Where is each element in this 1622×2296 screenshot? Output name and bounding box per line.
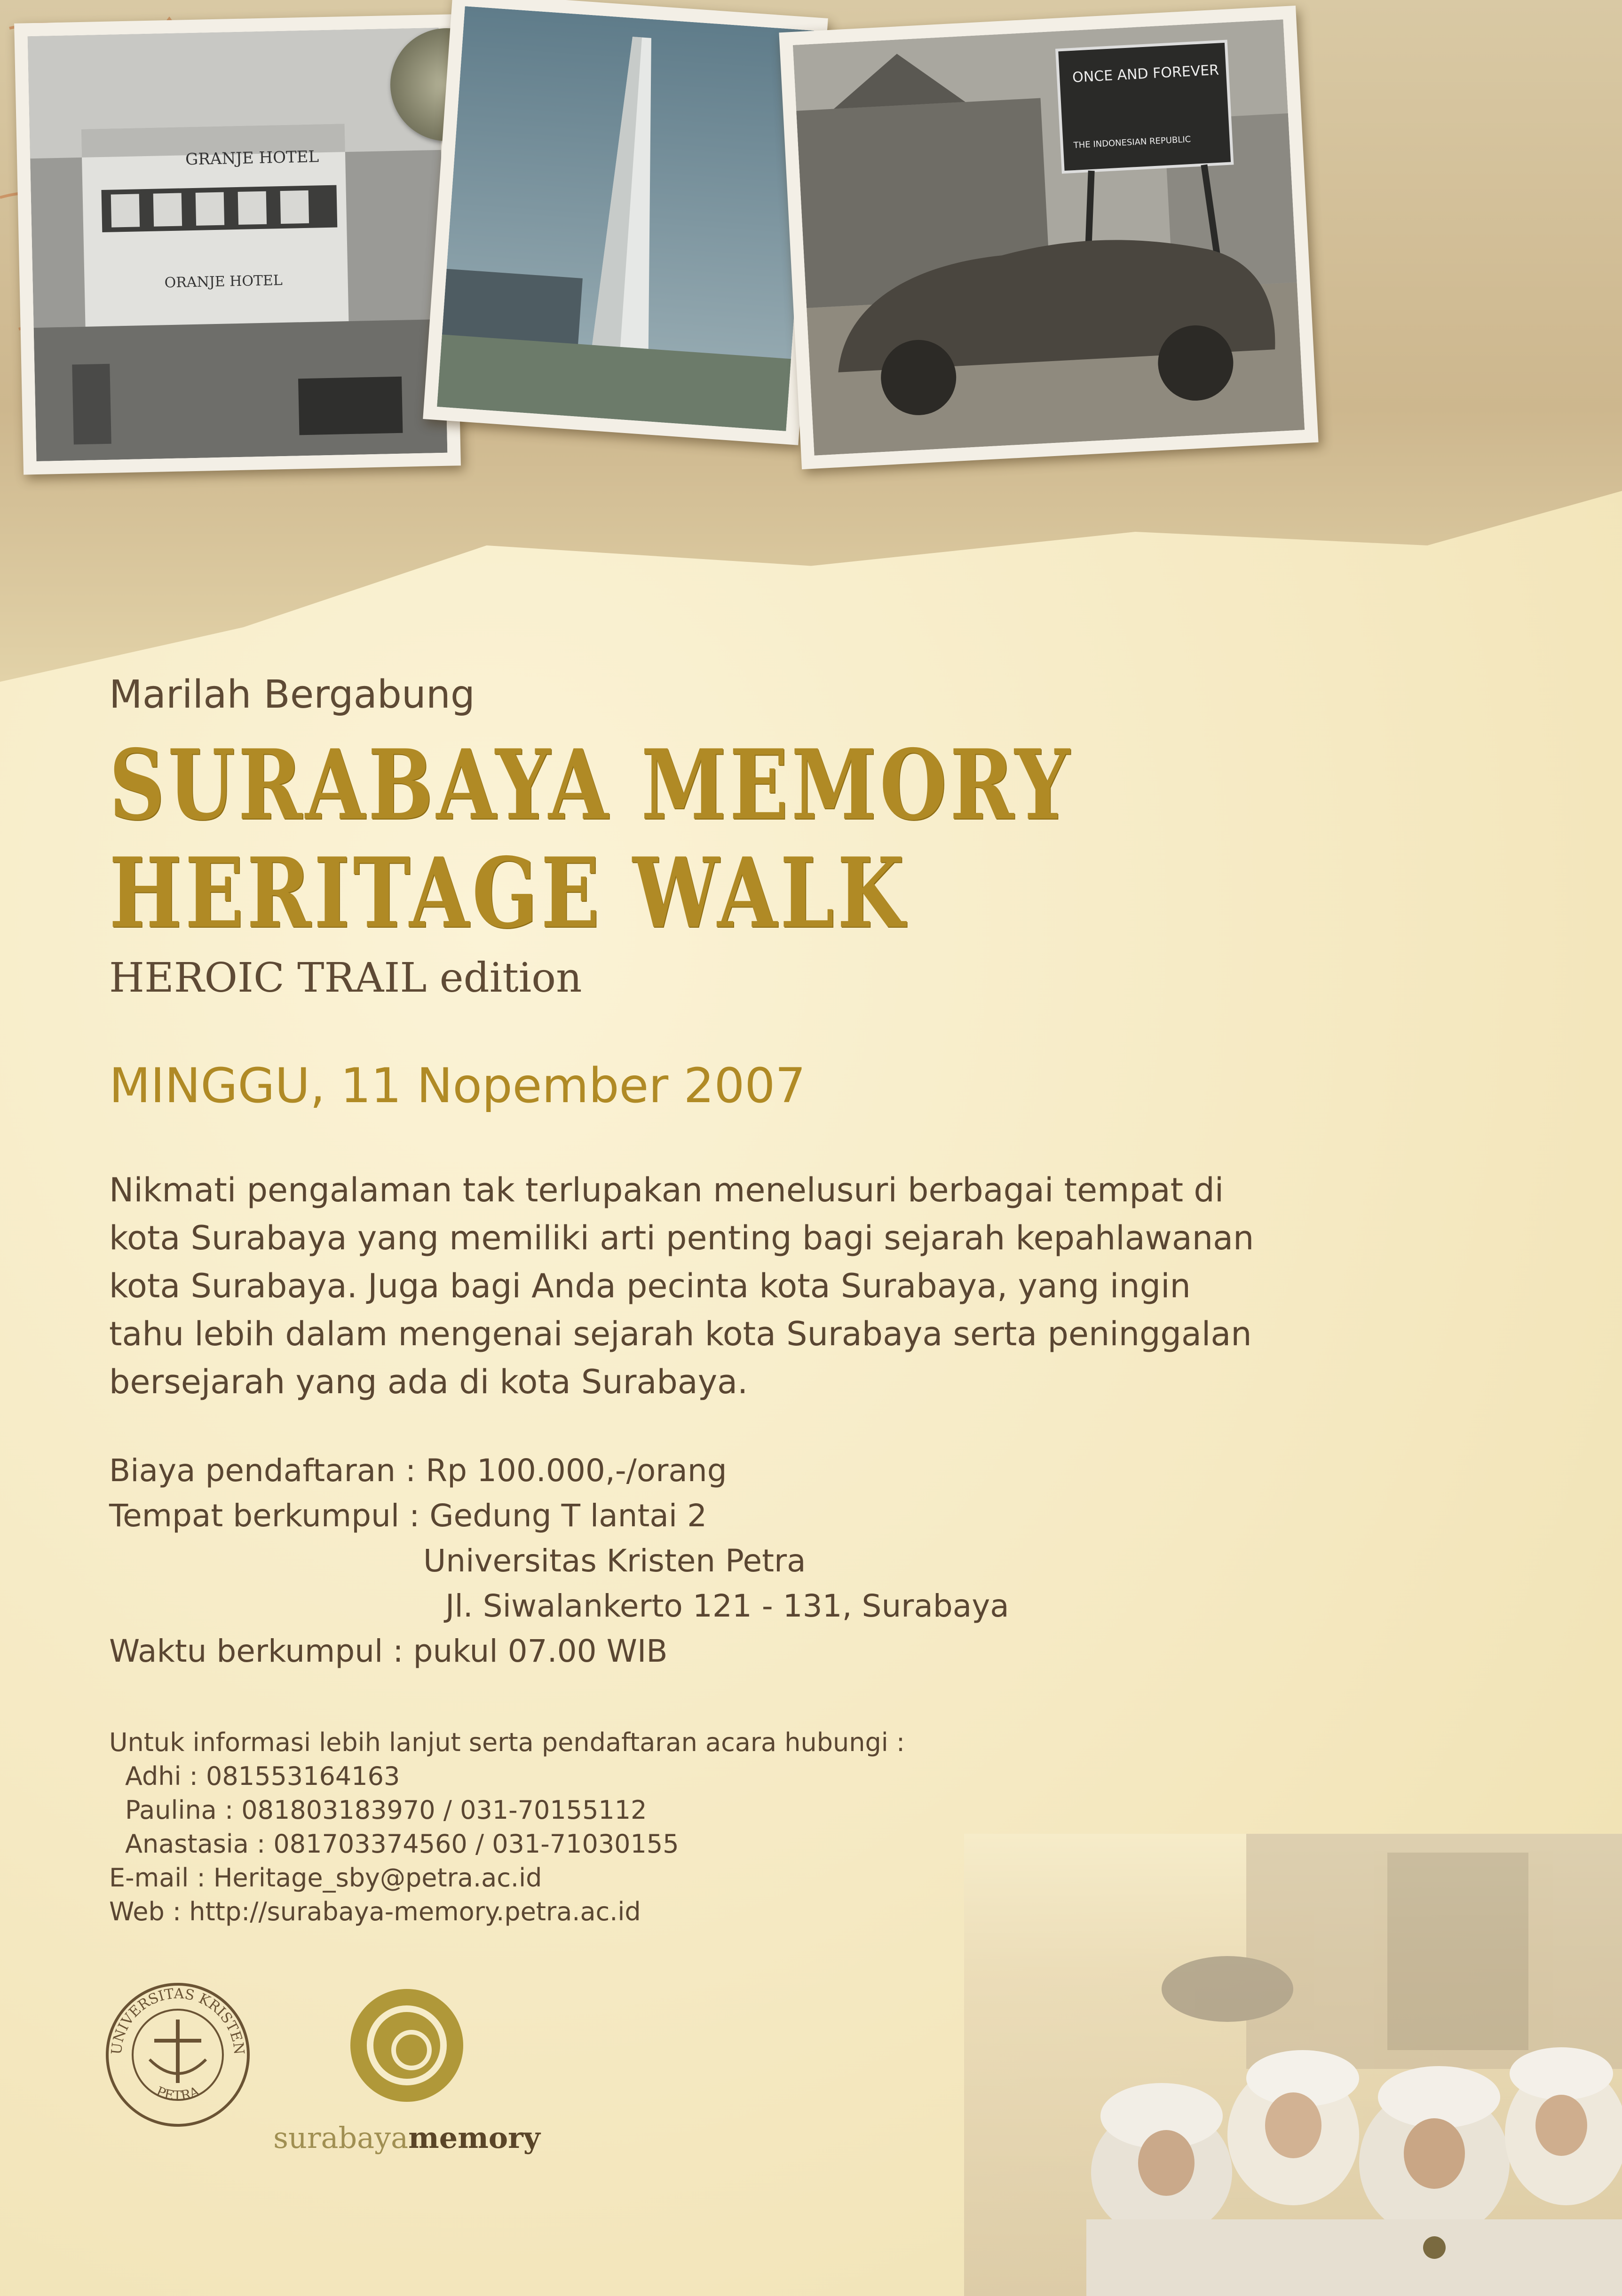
info-time: Waktu berkumpul : pukul 07.00 WIB [109,1633,668,1669]
event-description [109,1166,1332,1406]
contact-anastasia: Anastasia : 081703374560 / 031-71030155 [125,1829,679,1859]
event-title-line1: SURABAYA MEMORY [109,729,1073,842]
contact-heading: Untuk informasi lebih lanjut serta pendaftaran acara hubungi : [109,1728,905,1757]
info-venue: Tempat berkumpul : Gedung T lantai 2 [109,1498,707,1534]
event-title-line2: HERITAGE WALK [109,837,908,950]
info-venue-line3: Jl. Siwalankerto 121 - 131, Surabaya [445,1588,1009,1624]
photo-burnt-car [779,6,1318,469]
surabaya-memory-logo [270,1980,543,2177]
contact-paulina: Paulina : 081803183970 / 031-70155112 [125,1795,647,1825]
description-line: bersejarah yang ada di kota Surabaya. [109,1363,748,1401]
description-line: Nikmati pengalaman tak terlupakan menelusuri berbagai tempat di [109,1171,1224,1209]
description-line: tahu lebih dalam mengenai sejarah kota Surabaya serta peninggalan [109,1315,1252,1353]
intro-text: Marilah Bergabung [109,672,475,717]
crowd-image [964,1834,1622,2296]
sign-indonesian-republic: THE INDONESIAN REPUBLIC [1073,134,1191,150]
contact-adhi: Adhi : 081553164163 [125,1761,400,1791]
surabaya-memory-wordmark [270,2121,543,2155]
surabaya-memory-swirl-icon [270,1980,543,2121]
sign-once-and-forever: ONCE AND FOREVER [1072,62,1219,86]
contact-email[interactable]: E-mail : Heritage_sby@petra.ac.id [109,1863,542,1893]
photo-tugu-pahlawan [423,0,828,445]
petra-university-logo [103,1980,253,2130]
crowd-photo [964,1834,1622,2296]
info-fee: Biaya pendaftaran : Rp 100.000,-/orang [109,1452,727,1489]
contact-web[interactable]: Web : http://surabaya-memory.petra.ac.id [109,1897,641,1926]
event-subtitle: HEROIC TRAIL edition [109,955,582,1002]
hotel-sign-lower: ORANJE HOTEL [164,272,283,292]
ukp-petra-text: PETRA [154,2083,202,2104]
contact-info [109,1726,905,1929]
wordmark-light: surabaya [273,2121,409,2155]
wordmark-bold: memory [408,2121,540,2155]
info-venue-line2: Universitas Kristen Petra [423,1543,806,1579]
ukp-arc-text: UNIVERSITAS KRISTEN [108,1985,247,2056]
monument-image [437,6,814,431]
event-date: MINGGU, 11 Nopember 2007 [109,1058,806,1114]
oranje-hotel-image [28,28,448,461]
hotel-sign-upper: GRANJE HOTEL [185,147,319,169]
burnt-car-image [793,19,1305,455]
description-line: kota Surabaya yang memiliki arti penting bagi sejarah kepahlawanan [109,1219,1254,1257]
description-line: kota Surabaya. Juga bagi Anda pecinta kota Surabaya, yang ingin [109,1267,1191,1305]
event-info [109,1448,1009,1674]
